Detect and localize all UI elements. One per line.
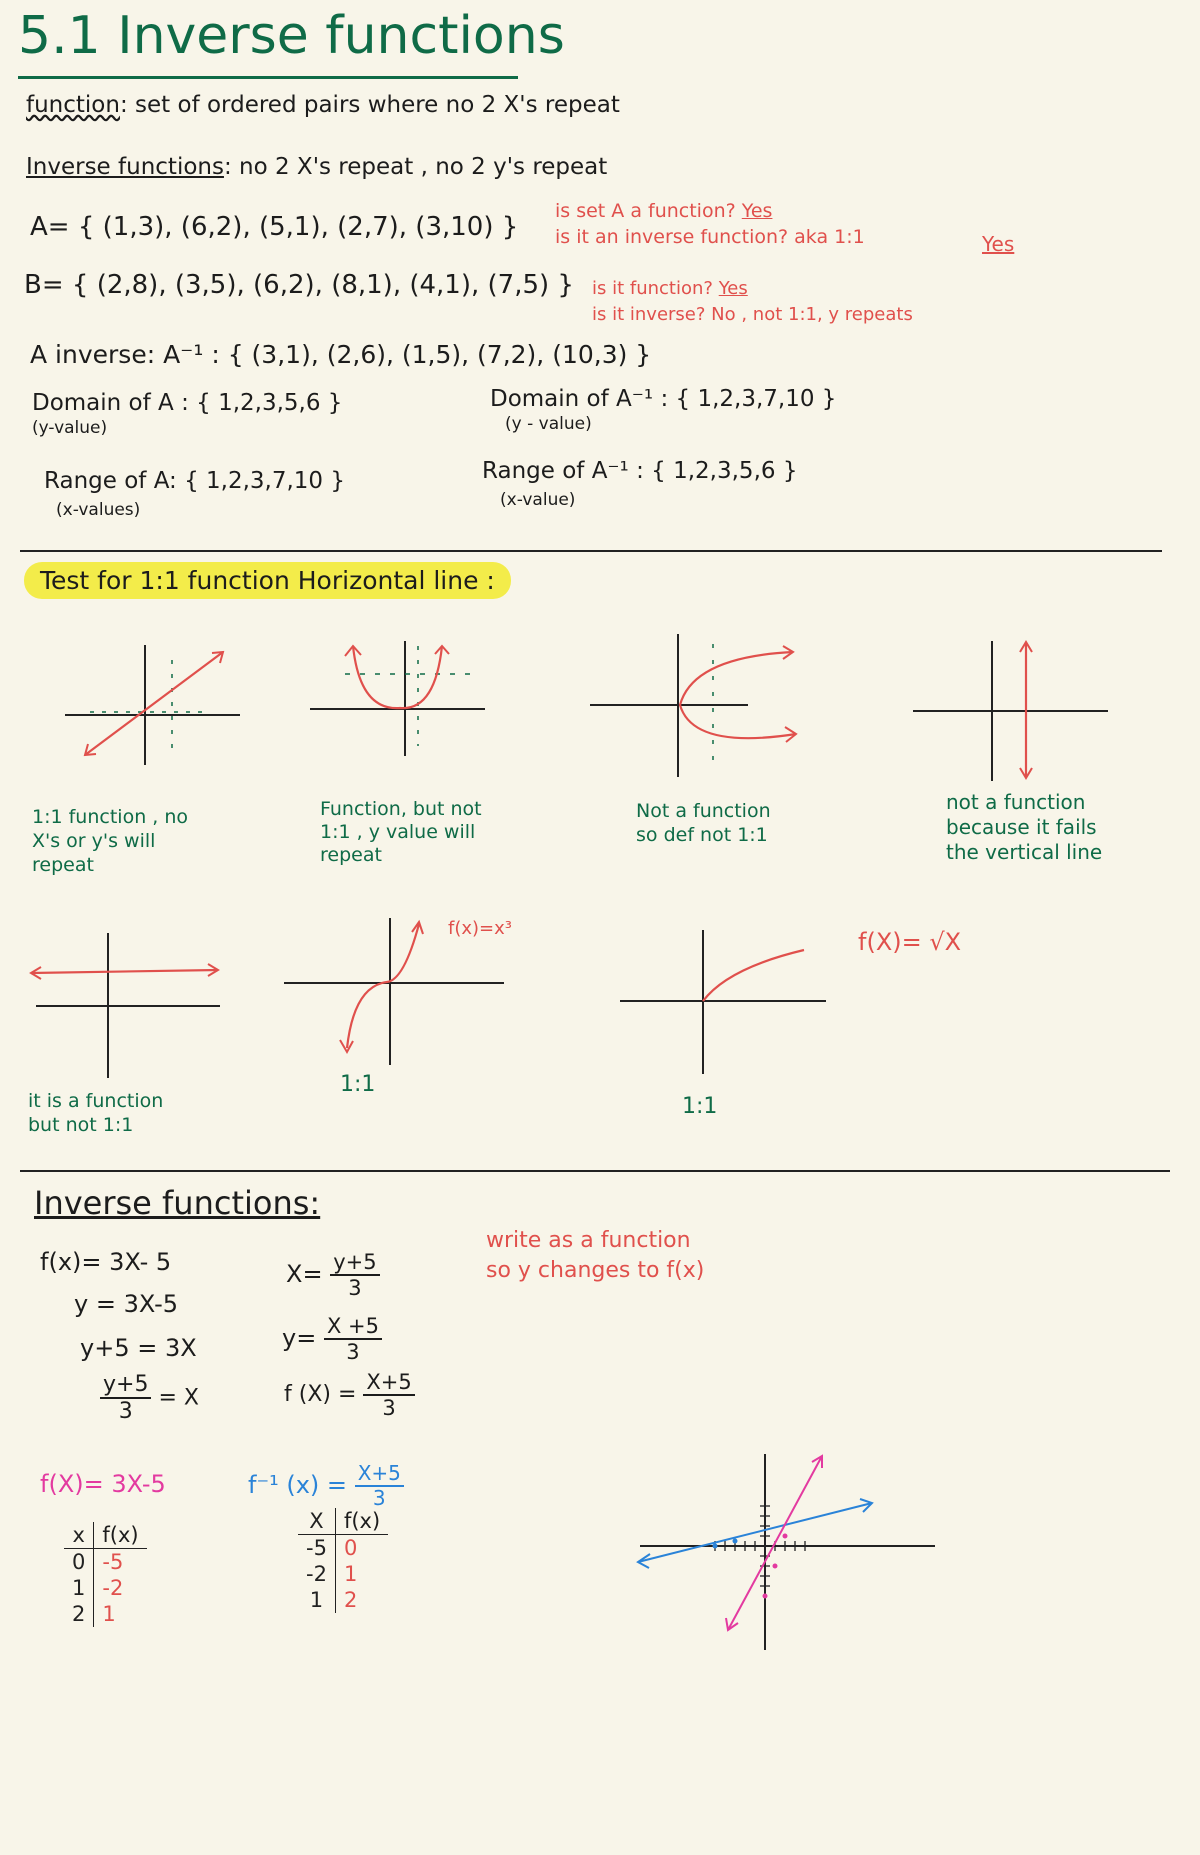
step-1: f(x)= 3X- 5 xyxy=(40,1248,172,1276)
set-b: B= { (2,8), (3,5), (6,2), (8,1), (4,1), (7,5) } xyxy=(24,270,574,300)
caption-graph-3: Not a function so def not 1:1 xyxy=(636,800,771,846)
graph-parabola xyxy=(305,636,495,766)
domain-a: Domain of A : { 1,2,3,5,6 } xyxy=(32,390,343,416)
graph-sideways-parabola xyxy=(588,632,808,782)
graph-function-and-inverse xyxy=(630,1450,940,1655)
range-a-inverse-note: (x-value) xyxy=(500,490,576,510)
fx-equation: f (X) = $\frac{X+5}{3}$ xyxy=(284,1370,415,1420)
label-cubic-function: f(x)=x³ xyxy=(448,918,512,939)
graph-one-to-one-line xyxy=(60,640,260,770)
set-a-question-2: is it an inverse function? aka 1:1 xyxy=(555,226,865,248)
caption-graph-4: not a function because it fails the vertical line xyxy=(946,790,1103,864)
range-a-inverse: Range of A⁻¹ : { 1,2,3,5,6 } xyxy=(482,458,798,484)
divider-1 xyxy=(20,550,1162,552)
range-a: Range of A: { 1,2,3,7,10 } xyxy=(44,468,346,494)
step-2: y = 3X-5 xyxy=(74,1290,179,1318)
x-equation: X= $\frac{y+5}{3}$ xyxy=(286,1250,380,1300)
range-a-note: (x-values) xyxy=(56,500,141,520)
set-a: A= { (1,3), (6,2), (5,1), (2,7), (3,10) } xyxy=(30,212,519,242)
caption-graph-7: 1:1 xyxy=(682,1094,718,1119)
set-b-question-2: is it inverse? No , not 1:1, y repeats xyxy=(592,304,913,325)
step-4: $\frac{y+5}{3}$ = X xyxy=(100,1372,199,1425)
graph-vertical-line xyxy=(910,636,1110,786)
caption-graph-5: it is a function but not 1:1 xyxy=(28,1090,164,1136)
write-as-function-note: write as a function so y changes to f(x) xyxy=(486,1228,705,1283)
set-a-answer-2: Yes xyxy=(982,232,1015,256)
set-b-question-1: is it function? Yes xyxy=(592,278,748,299)
function-label: f(X)= 3X-5 xyxy=(40,1470,166,1498)
domain-a-inverse: Domain of A⁻¹ : { 1,2,3,7,10 } xyxy=(490,386,837,412)
divider-2 xyxy=(20,1170,1170,1172)
inverse-value-table: X f(x) -5 0 -2 1 1 2 xyxy=(298,1508,388,1613)
title-underline xyxy=(18,76,518,79)
graph-square-root xyxy=(618,928,828,1076)
a-inverse: A inverse: A⁻¹ : { (3,1), (2,6), (1,5), (7,2), (10,3) } xyxy=(30,340,652,369)
step-3: y+5 = 3X xyxy=(80,1334,197,1362)
domain-a-note: (y-value) xyxy=(32,418,108,438)
page-title: 5.1 Inverse functions xyxy=(18,6,565,66)
inverse-section-heading: Inverse functions: xyxy=(34,1184,321,1222)
y-equation: y= $\frac{X +5}{3}$ xyxy=(282,1314,382,1364)
domain-a-inverse-note: (y - value) xyxy=(505,414,592,434)
caption-graph-6: 1:1 xyxy=(340,1072,376,1097)
set-a-question-1: is set A a function? Yes xyxy=(555,200,773,222)
function-definition: function: set of ordered pairs where no 2 X's repeat xyxy=(26,92,620,118)
test-heading: Test for 1:1 function Horizontal line : xyxy=(24,562,511,599)
function-value-table: x f(x) 0 -5 1 -2 2 1 xyxy=(64,1522,147,1627)
caption-graph-1: 1:1 function , no X's or y's will repeat xyxy=(32,806,189,876)
caption-graph-2: Function, but not 1:1 , y value will repeat xyxy=(320,798,482,866)
graph-horizontal-line xyxy=(28,930,228,1080)
inverse-function-label: f⁻¹ (x) = $\frac{X+5}{3}$ xyxy=(248,1462,404,1510)
label-sqrt-function: f(X)= √X xyxy=(858,928,962,956)
inverse-definition: Inverse functions: no 2 X's repeat , no 2 y's repeat xyxy=(26,154,608,180)
